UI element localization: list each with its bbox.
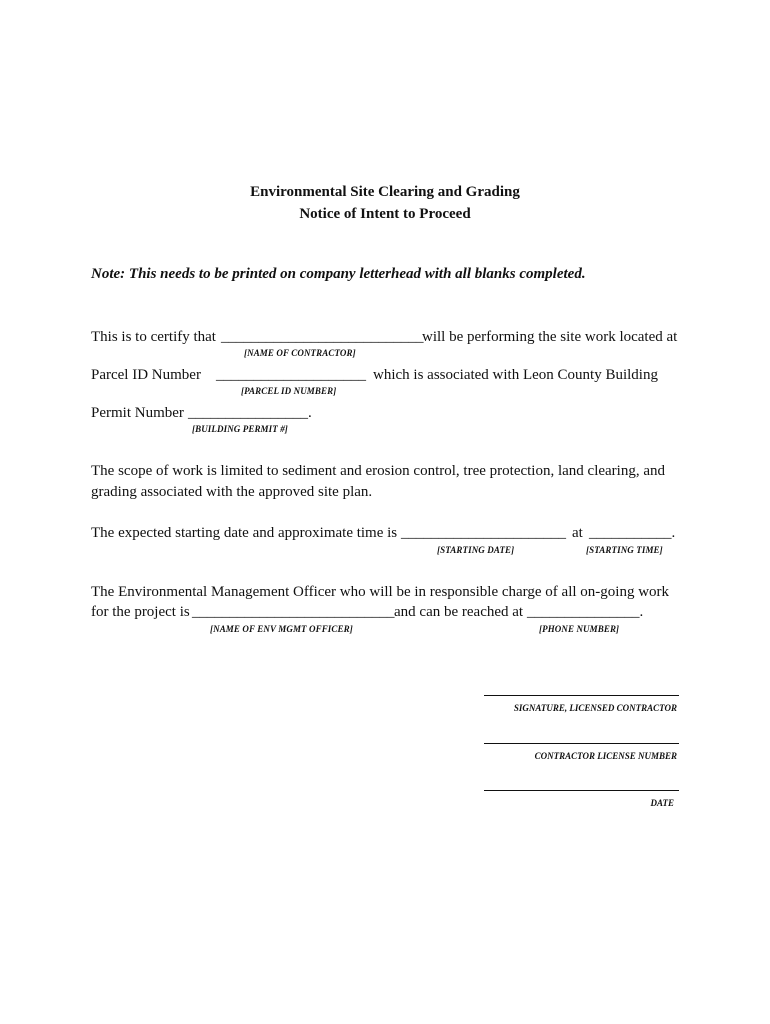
start-prefix: The expected starting date and approximate time is	[91, 525, 398, 541]
env-officer-name-blank: ___________________________	[192, 604, 395, 620]
document-subtitle: Notice of Intent to Proceed	[299, 206, 471, 222]
scope-line-2: grading associated with the approved site plan.	[91, 484, 373, 500]
date-line	[484, 790, 679, 791]
officer-middle: and can be reached at	[394, 604, 524, 620]
parcel-id-blank: ____________________	[216, 367, 366, 383]
letterhead-note: Note: This needs to be printed on company letterhead with all blanks completed.	[91, 266, 586, 282]
building-permit-caption: [BUILDING PERMIT #]	[192, 424, 288, 434]
parcel-prefix: Parcel ID Number	[91, 367, 201, 383]
start-at: at	[572, 525, 583, 541]
officer-line-1: The Environmental Management Officer who will be in responsible charge of all on-going work	[91, 584, 670, 600]
phone-number-blank: _______________.	[527, 604, 644, 620]
env-officer-name-caption: [NAME OF ENV MGMT OFFICER]	[210, 624, 353, 634]
starting-time-caption: [STARTING TIME]	[586, 545, 663, 555]
signature-line	[484, 695, 679, 696]
scope-line-1: The scope of work is limited to sediment and erosion control, tree protection, land clearing, and	[91, 463, 665, 479]
starting-date-caption: [STARTING DATE]	[437, 545, 515, 555]
signature-label: SIGNATURE, LICENSED CONTRACTOR	[513, 703, 677, 713]
license-number-label: CONTRACTOR LICENSE NUMBER	[534, 751, 677, 761]
contractor-name-caption: [NAME OF CONTRACTOR]	[244, 348, 356, 358]
date-label: DATE	[650, 798, 674, 808]
parcel-id-caption: [PARCEL ID NUMBER]	[241, 386, 337, 396]
certify-prefix: This is to certify that	[91, 329, 216, 345]
starting-date-blank: ______________________	[401, 525, 566, 541]
contractor-name-blank: ___________________________	[221, 329, 424, 345]
document-title: Environmental Site Clearing and Grading	[250, 184, 520, 200]
building-permit-blank: ________________.	[188, 405, 312, 421]
phone-number-caption: [PHONE NUMBER]	[539, 624, 620, 634]
certify-suffix: will be performing the site work located at	[422, 329, 678, 345]
permit-prefix: Permit Number	[91, 405, 184, 421]
starting-time-blank: ___________.	[589, 525, 676, 541]
license-number-line	[484, 743, 679, 744]
parcel-suffix: which is associated with Leon County Building	[373, 367, 658, 383]
officer-prefix: for the project is	[91, 604, 190, 620]
